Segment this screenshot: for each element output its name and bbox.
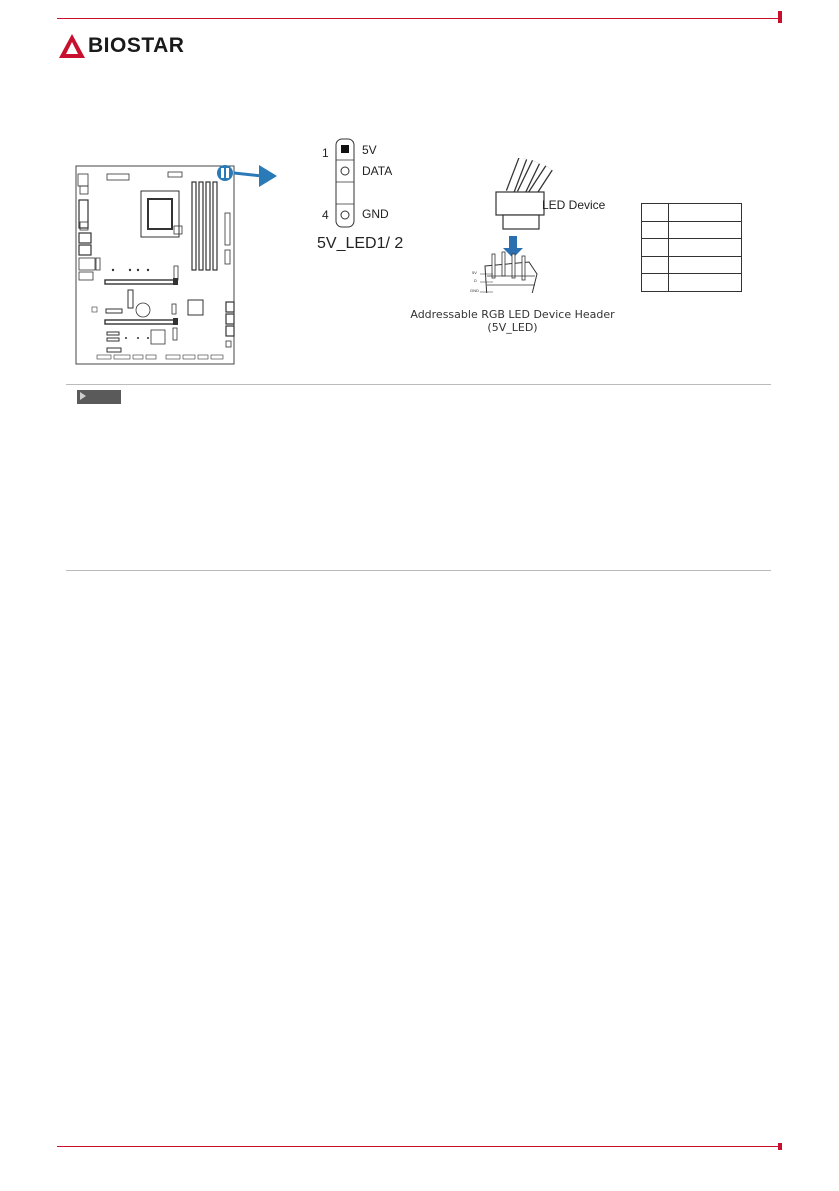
header-name: 5V_LED1/ 2 [317, 235, 404, 252]
motherboard-layout-diagram [70, 160, 285, 370]
pin-label-4: GND [362, 207, 389, 221]
pin-assignment-table [641, 203, 742, 292]
table-cell-pin [642, 274, 669, 292]
table-row [642, 256, 742, 274]
pin-label-1: 5V [362, 143, 377, 157]
table-cell-pin [642, 256, 669, 274]
note-box [66, 384, 771, 571]
led-connection-diagram [400, 158, 625, 343]
top-rule [57, 18, 782, 19]
brand-logo [58, 32, 184, 60]
table-cell-pin [642, 221, 669, 239]
pin-number-last: 4 [322, 208, 329, 222]
table-cell-assignment [669, 239, 742, 257]
table-cell-assignment [669, 204, 742, 222]
bottom-rule [57, 1146, 782, 1147]
table-row [642, 221, 742, 239]
board-label-d: D [474, 278, 477, 283]
board-label-gnd: GND [470, 288, 479, 293]
led-connector-graphic [465, 158, 555, 293]
table-cell-pin [642, 239, 669, 257]
table-row [642, 274, 742, 292]
table-cell-pin [642, 204, 669, 222]
pin-label-2: DATA [362, 164, 393, 178]
pin-number-first: 1 [322, 146, 329, 160]
board-label-5v: 5V [472, 270, 477, 275]
diagram-caption [400, 308, 625, 334]
brand-mark-icon [58, 33, 86, 59]
led-device-label: LED Device [542, 198, 606, 212]
caption-line-2: (5V_LED) [487, 321, 538, 334]
bottom-rule-end [778, 1143, 782, 1150]
table-cell-assignment [669, 274, 742, 292]
caption-line-1: Addressable RGB LED Device Header [410, 308, 615, 321]
top-rule-end [778, 11, 782, 23]
pin-header-outline [335, 138, 355, 228]
table-cell-assignment [669, 221, 742, 239]
table-cell-assignment [669, 256, 742, 274]
note-arrow-icon [80, 392, 86, 400]
table-row [642, 204, 742, 222]
brand-name: BIOSTAR [88, 34, 185, 57]
table-row [642, 239, 742, 257]
